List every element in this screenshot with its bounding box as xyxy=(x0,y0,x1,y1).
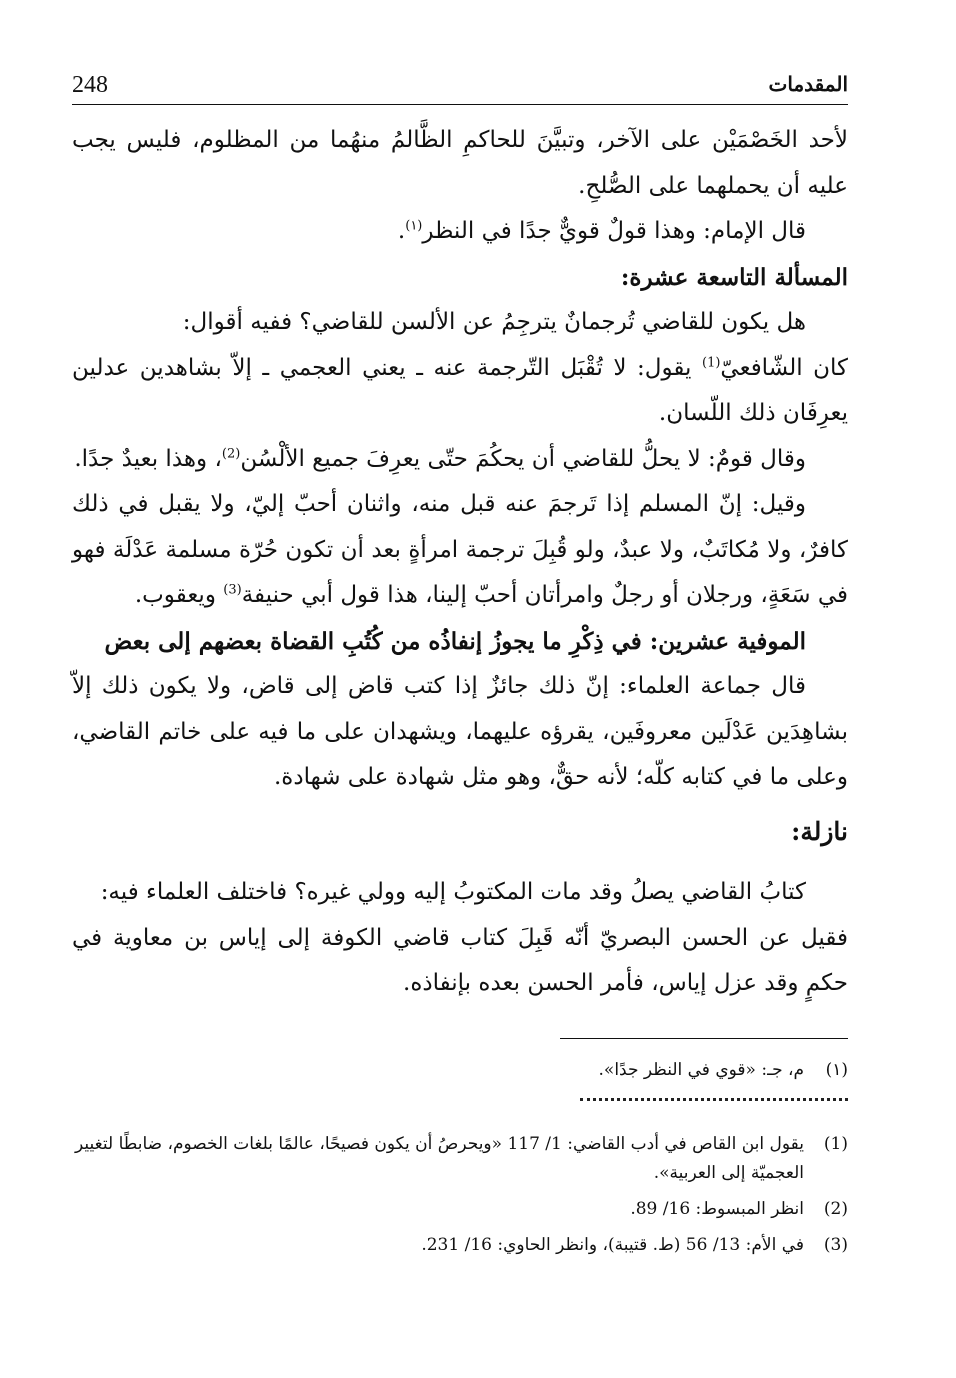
footnote-number: (١) xyxy=(825,1060,848,1080)
footnote-text: في الأم: 13/ 56 (ط. قتيبة)، وانظر الحاوي: 16/ 231. xyxy=(421,1235,804,1255)
dotted-separator xyxy=(580,1098,848,1101)
footnote-number: (1) xyxy=(823,1134,848,1154)
paragraph-text: وقيل: إنّ المسلم إذا تَرجمَ عنه قبل منه، واثنان أحبّ إليّ، ولا يقبل في ذلك كافرٌ، ولا مُكاتَبٌ، ولا عبدٌ، ولو قُبِلَ ترجمة امرأةٍ بعد أن تكون حُرّة مسلمة عَدْلَة فهو في سَعَةٍ، ورجلان أو رجلٌ وامرأتان أحبّ إلينا، هذا قول أبي حنيفة xyxy=(72,491,848,608)
footnote xyxy=(72,1195,848,1224)
footnote xyxy=(72,1056,848,1085)
body-text xyxy=(72,118,848,1007)
footnote-text: انظر المبسوط: 16/ 89. xyxy=(630,1199,804,1219)
paragraph: لأحد الخَصْمَيْن على الآخر، وتبيَّنَ للحاكمِ الظَّالمُ منهُما من المظلوم، فليس يجب عليه أن يحملهما على الصُّلحِ. xyxy=(72,127,848,199)
paragraph: كتابُ القاضي يصلُ وقد مات المكتوبُ إليه وولي غيره؟ فاختلف العلماء فيه: xyxy=(100,879,806,905)
paragraph-text: . xyxy=(397,218,406,244)
footnote-mark: (١) xyxy=(405,218,423,234)
page-header xyxy=(72,70,848,105)
paragraph-text: ، وهذا بعيدٌ جدًا. xyxy=(74,445,222,472)
footnote-number: (2) xyxy=(823,1199,848,1219)
paragraph: فقيل عن الحسن البصريّ أنّه قَبِلَ كتاب قاضي الكوفة إلى إياس بن معاوية في حكمٍ وقد عزل إياس، فأمر الحسن بعده بإنفاذه. xyxy=(72,924,848,996)
section-heading: الموفية عشرين: في ذِكْرِ ما يجوزُ إنفاذُه من كُتُبِ القضاة بعضهم إلى بعض xyxy=(104,627,806,655)
section-heading: نازلة: xyxy=(791,816,848,846)
footnote-mark: (3) xyxy=(223,582,242,598)
paragraph xyxy=(72,482,848,619)
page-number: 248 xyxy=(72,72,108,98)
paragraph: هل يكون للقاضي تُرجمانٌ يترجِمُ عن الألسن للقاضي؟ ففيه أقوال: xyxy=(182,309,806,335)
running-title: المقدمات xyxy=(768,72,848,96)
paragraph-text: قال الإمام: وهذا قولٌ قويٌّ جدًا في النظر xyxy=(422,218,806,244)
footnote xyxy=(72,1231,848,1260)
paragraph-text: كان الشّافعيّ xyxy=(720,354,848,381)
section-heading: المسألة التاسعة عشرة: xyxy=(620,263,848,291)
footnote-text: م، جـ: «قوي في النظر جدًا». xyxy=(598,1060,804,1080)
paragraph: قال جماعة العلماء: إنّ ذلك جائزٌ إذا كتب قاض إلى قاض، ولا يكون ذلك إلاّ بشاهِدَين عَدْلَين معروفَين، يقرؤه عليهما، ويشهدان على ما فيه على خاتم القاضي، وعلى ما في كتابه كلّه؛ لأنه حقٌّ، وهو مثل شهادة على شهادة. xyxy=(72,673,848,790)
paragraph xyxy=(72,209,848,255)
editor-footnotes xyxy=(72,1056,848,1092)
paragraph xyxy=(72,346,848,437)
footnote-mark: (1) xyxy=(701,354,721,370)
paragraph-text: ويعقوب. xyxy=(134,582,224,608)
footnote xyxy=(72,1130,848,1188)
footnotes xyxy=(72,1130,848,1267)
footnote-mark: (2) xyxy=(221,445,241,461)
footnote-number: (3) xyxy=(823,1235,848,1255)
footnote-text: يقول ابن القاص في أدب القاضي: 1/ 117 «ويحرصُ أن يكون فصيحًا، عالمًا بلغات الخصوم، ضابطًا لتغيير العجميّة إلى العربية». xyxy=(75,1134,804,1183)
footnote-separator xyxy=(560,1038,848,1039)
paragraph-text: يقول: لا تُقْبَل التّرجمة عنه ـ يعني العجمي ـ إلاّ بشاهدين عدلين يعرِفَان ذلك اللّسان. xyxy=(72,354,848,426)
paragraph xyxy=(72,437,848,483)
paragraph-text: وقال قومٌ: لا يحلُّ للقاضي أن يحكُمَ حتّى يعرِفَ جميع الألْسُن xyxy=(240,445,806,472)
